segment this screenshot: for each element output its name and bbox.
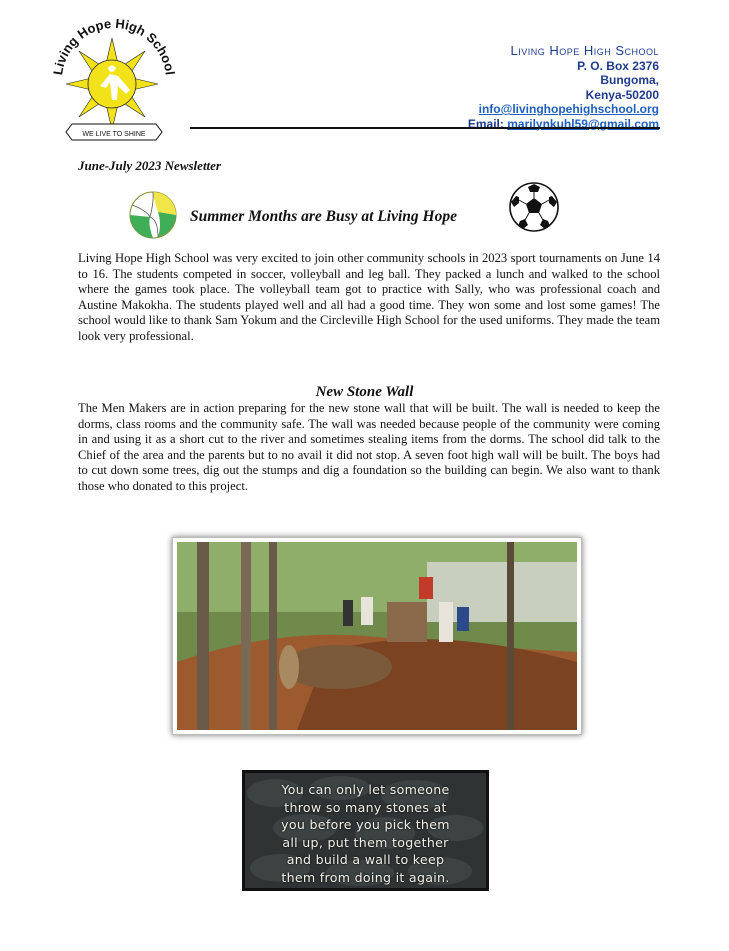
- country: Kenya-50200: [585, 87, 659, 102]
- summer-paragraph: Living Hope High School was very excited to join other community schools in 2023 sport tournaments on June 14 to 16. The students competed in soccer, volleyball and leg ball. They packed a lunch and walked to the school where the games took place. The volleyball team got to practice with Sally, who was professional coach and Austine Makokha. The students played well and all had a good time. They won some and lost some games! The school would like to thank Sam Yokum and the Circleville High School for the used uniforms. They made the team look very professional.: [78, 251, 660, 343]
- header-divider: [190, 127, 660, 129]
- quote-image: [242, 770, 489, 891]
- stone-wall-paragraph: The Men Makers are in action preparing for the new stone wall that will be built. The wall is needed to keep the dorms, class rooms and the community safe. The wall was needed because people of the community were coming in and using it as a short cut to the river and sometimes stealing items from the dorms. The school did talk to the Chief of the area and the parents but to no avail it did not stop. A seven foot high wall will be built. The boys had to cut down some trees, dig out the stumps and dig a foundation so the building can begin. We also want to thank those who donated to this project.: [78, 401, 660, 493]
- school-name: Living Hope High School: [510, 43, 659, 58]
- quote-line: and build a wall to keep: [286, 852, 445, 867]
- email-label: Email:: [467, 116, 504, 131]
- section-heading-summer: Summer Months are Busy at Living Hope: [190, 208, 457, 225]
- quote-text: [245, 781, 486, 886]
- city: Bungoma,: [600, 73, 659, 87]
- soccer-ball-icon: [508, 181, 560, 233]
- info-email-link[interactable]: info@livinghopehighschool.org: [478, 102, 659, 116]
- work-photo: [172, 537, 582, 735]
- school-logo: [44, 18, 184, 143]
- volleyball-icon: [128, 190, 178, 240]
- contact-email-link[interactable]: marilynkuhl59@gmail.com: [507, 116, 659, 131]
- quote-line: You can only let someone: [281, 782, 450, 797]
- quote-line: you before you pick them: [281, 817, 450, 832]
- quote-line: all up, put them together: [282, 834, 449, 850]
- address-block: [468, 44, 659, 131]
- logo-arc-text: Living Hope High School: [50, 18, 178, 76]
- section-heading-stone-wall: New Stone Wall: [315, 384, 414, 400]
- quote-line: throw so many stones at: [284, 799, 447, 815]
- logo-banner-text: WE LIVE TO SHINE: [82, 131, 146, 138]
- po-box: P. O. Box 2376: [577, 58, 659, 73]
- quote-line: them from doing it again.: [281, 869, 450, 885]
- newsletter-issue: June-July 2023 Newsletter: [78, 158, 221, 173]
